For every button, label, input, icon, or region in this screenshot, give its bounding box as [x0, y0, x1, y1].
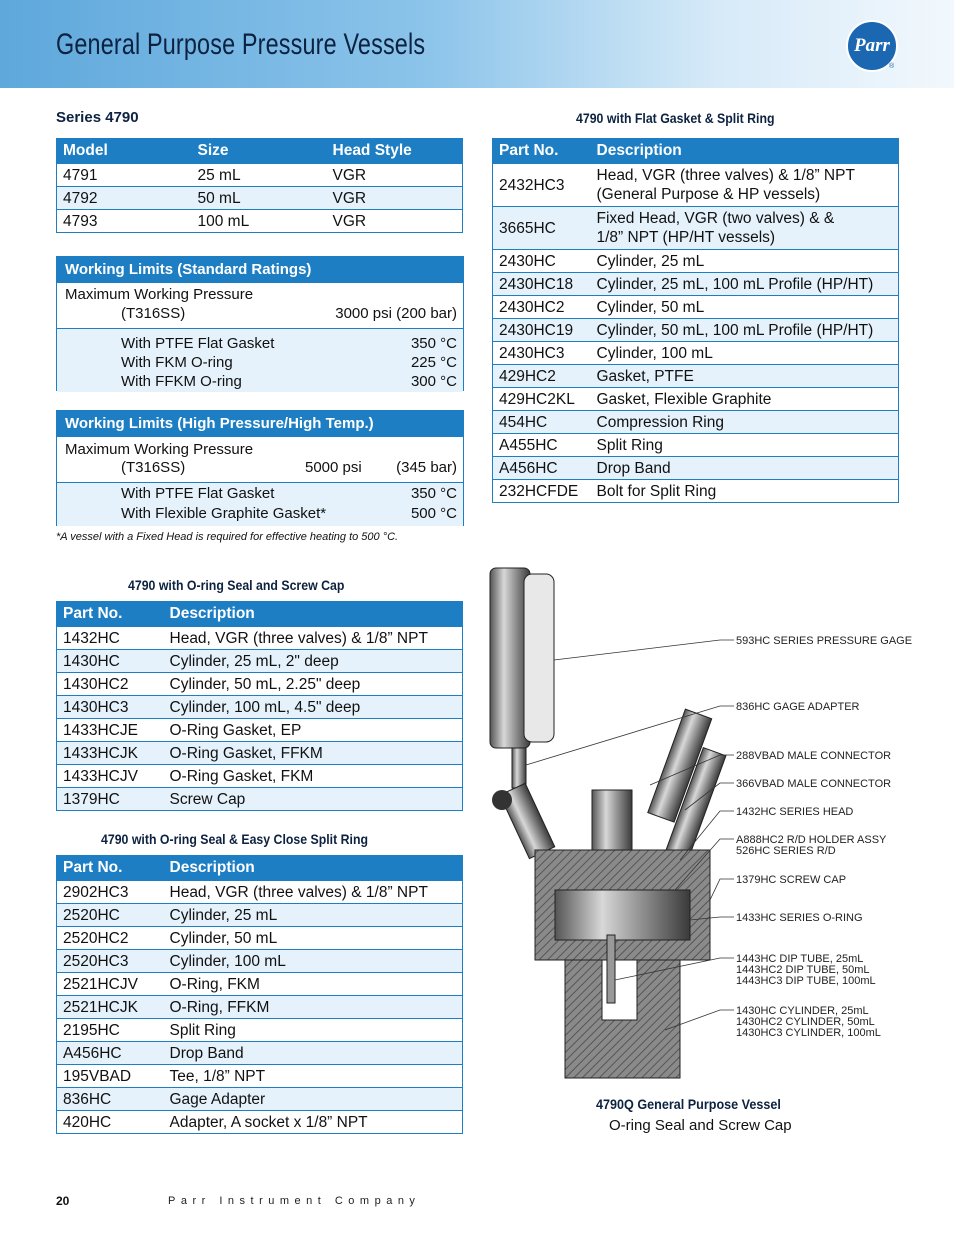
table-row: [57, 650, 463, 673]
col-header-part-no: Part No.: [493, 139, 591, 164]
part-label-line: 366VBAD MALE CONNECTOR: [736, 778, 892, 790]
size-cell: 25 mL: [192, 164, 327, 187]
description-cell: [591, 411, 899, 434]
limit-label: With FFKM O-ring: [121, 373, 242, 390]
logo-registered-mark: ®: [889, 63, 895, 70]
part-no-cell: 1433HCJV: [57, 765, 164, 788]
limit-value: 500 °C: [410, 505, 457, 522]
description-line: Cylinder, 50 mL, 100 mL Profile (HP/HT): [596, 321, 874, 339]
description-cell: [591, 164, 899, 207]
head-valve-icon: [592, 790, 632, 850]
table-row: [57, 164, 463, 187]
table-row: [57, 973, 463, 996]
leader-line: [710, 879, 734, 900]
table-row: [57, 696, 463, 719]
description-line: Cylinder, 25 mL, 100 mL Profile (HP/HT): [596, 275, 874, 293]
figure-subtitle: O-ring Seal and Screw Cap: [609, 1117, 792, 1134]
table-row: [57, 881, 463, 904]
part-no-cell: A456HC: [57, 1042, 164, 1065]
knob-icon: [492, 790, 512, 810]
pressure-psi: 5000 psi: [305, 459, 362, 476]
description-line: Head, VGR (three valves) & 1/8” NPT: [596, 167, 855, 184]
table-row: [57, 210, 463, 233]
table-row: [493, 434, 899, 457]
part-no-cell: 2430HC3: [493, 342, 591, 365]
part-label: [736, 635, 912, 647]
part-no-cell: 454HC: [493, 411, 591, 434]
head-icon: [555, 890, 690, 940]
part-no-cell: 1433HCJE: [57, 719, 164, 742]
limit-value: 350 °C: [410, 485, 457, 502]
part-label-line: 1379HC SCREW CAP: [736, 874, 847, 886]
oring-screw-title: 4790 with O-ring Seal and Screw Cap: [128, 577, 345, 593]
description-line: O-Ring Gasket, FFKM: [169, 744, 323, 762]
part-label-line: 836HC GAGE ADAPTER: [736, 701, 860, 713]
table-row: [57, 1065, 463, 1088]
head-style-cell: VGR: [327, 187, 463, 210]
description-line: Drop Band: [596, 459, 671, 477]
part-no-cell: 195VBAD: [57, 1065, 164, 1088]
description-cell: [164, 927, 463, 950]
col-header-description: Description: [164, 602, 463, 627]
part-label: [736, 750, 891, 762]
table-row: [493, 164, 899, 207]
part-label: [736, 1005, 881, 1039]
part-no-cell: 429HC2KL: [493, 388, 591, 411]
description-line: O-Ring, FKM: [169, 975, 260, 993]
series-title: Series 4790: [56, 109, 139, 126]
part-no-cell: 2520HC3: [57, 950, 164, 973]
description-cell: [164, 696, 463, 719]
part-no-cell: 429HC2: [493, 365, 591, 388]
description-line: Cylinder, 50 mL: [596, 298, 705, 316]
part-label: [736, 953, 876, 987]
description-line: Cylinder, 50 mL: [169, 929, 278, 947]
oring-split-title: 4790 with O-ring Seal & Easy Close Split Ring: [101, 831, 369, 847]
description-line: Screw Cap: [169, 790, 246, 808]
description-cell: [591, 480, 899, 503]
mwp-label: Maximum Working Pressure: [65, 286, 254, 303]
part-no-cell: A455HC: [493, 434, 591, 457]
part-no-cell: 2430HC: [493, 250, 591, 273]
table-row: [57, 1088, 463, 1111]
limit-label: With PTFE Flat Gasket: [121, 335, 275, 352]
part-label-line: 1430HC2 CYLINDER, 50mL: [736, 1016, 875, 1028]
col-header-part-no: Part No.: [57, 602, 164, 627]
description-line: Gasket, PTFE: [596, 367, 694, 385]
description-line: Cylinder, 100 mL: [596, 344, 713, 362]
table-row: [57, 996, 463, 1019]
part-label-line: 1433HC SERIES O-RING: [736, 912, 863, 924]
description-cell: [164, 1088, 463, 1111]
description-line: Head, VGR (three valves) & 1/8” NPT: [169, 629, 428, 647]
description-line: Drop Band: [169, 1044, 244, 1062]
table-row: [57, 1042, 463, 1065]
oring-screw-table: [56, 601, 463, 811]
gage-icon: [490, 568, 554, 748]
table-row: [493, 365, 899, 388]
working-limits-standard-title: Working Limits (Standard Ratings): [57, 257, 463, 283]
col-header-head-style: Head Style: [327, 139, 463, 164]
table-row: [493, 296, 899, 319]
description-cell: [591, 342, 899, 365]
part-label-line: 526HC SERIES R/D: [736, 845, 836, 857]
table-row: [493, 273, 899, 296]
description-cell: [591, 319, 899, 342]
description-cell: [164, 765, 463, 788]
description-line: Gage Adapter: [169, 1090, 266, 1108]
description-line: Cylinder, 50 mL, 2.25" deep: [169, 675, 361, 693]
flat-gasket-title: 4790 with Flat Gasket & Split Ring: [576, 110, 775, 126]
table-row: [57, 1019, 463, 1042]
description-cell: [164, 673, 463, 696]
description-line: 1/8” NPT (HP/HT vessels): [596, 229, 776, 246]
part-no-cell: 1433HCJK: [57, 742, 164, 765]
part-no-cell: 2520HC2: [57, 927, 164, 950]
footer-company: Parr Instrument Company: [168, 1195, 421, 1207]
description-cell: [164, 881, 463, 904]
part-no-cell: 2195HC: [57, 1019, 164, 1042]
footnote: *A vessel with a Fixed Head is required for effective heating to 500 °C.: [56, 531, 399, 543]
description-line: O-Ring, FFKM: [169, 998, 270, 1016]
table-row: [57, 765, 463, 788]
col-header-part-no: Part No.: [57, 856, 164, 881]
table-row: [493, 319, 899, 342]
description-cell: [591, 434, 899, 457]
description-line: Adapter, A socket x 1/8” NPT: [169, 1113, 368, 1131]
table-row: [493, 480, 899, 503]
description-line: Split Ring: [596, 436, 663, 454]
limit-label: With FKM O-ring: [121, 354, 233, 371]
description-cell: [164, 650, 463, 673]
description-line: Compression Ring: [596, 413, 724, 431]
part-no-cell: 2521HCJV: [57, 973, 164, 996]
model-cell: 4793: [57, 210, 192, 233]
limit-label: With Flexible Graphite Gasket*: [121, 505, 327, 522]
table-row: [57, 927, 463, 950]
description-cell: [164, 904, 463, 927]
part-label-line: 1430HC3 CYLINDER, 100mL: [736, 1027, 881, 1039]
part-no-cell: 836HC: [57, 1088, 164, 1111]
working-limits-high-pressure: [56, 410, 464, 526]
series-table: [56, 138, 463, 233]
part-no-cell: 2521HCJK: [57, 996, 164, 1019]
description-line: Split Ring: [169, 1021, 236, 1039]
part-no-cell: 1430HC: [57, 650, 164, 673]
head-style-cell: VGR: [327, 210, 463, 233]
table-row: [57, 742, 463, 765]
table-row: [493, 342, 899, 365]
part-no-cell: 1430HC2: [57, 673, 164, 696]
limit-value: 350 °C: [410, 335, 457, 352]
limit-value: 300 °C: [410, 373, 457, 390]
gage-adapter-icon: [512, 748, 526, 788]
part-label-line: 1430HC CYLINDER, 25mL: [736, 1005, 869, 1017]
part-label-line: 593HC SERIES PRESSURE GAGE: [736, 635, 913, 647]
part-label: [736, 912, 863, 924]
working-limits-standard: [56, 256, 464, 391]
part-label-line: 1443HC DIP TUBE, 25mL: [736, 953, 864, 965]
col-header-model: Model: [57, 139, 192, 164]
description-cell: [164, 996, 463, 1019]
description-line: Cylinder, 100 mL: [169, 952, 286, 970]
part-label: [736, 701, 860, 713]
size-cell: 50 mL: [192, 187, 327, 210]
description-line: Cylinder, 25 mL: [169, 906, 278, 924]
part-no-cell: 232HCFDE: [493, 480, 591, 503]
part-no-cell: A456HC: [493, 457, 591, 480]
model-cell: 4791: [57, 164, 192, 187]
model-cell: 4792: [57, 187, 192, 210]
description-line: Tee, 1/8” NPT: [169, 1067, 266, 1085]
description-cell: [164, 973, 463, 996]
description-cell: [164, 950, 463, 973]
material-label: (T316SS): [121, 459, 186, 476]
description-cell: [164, 627, 463, 650]
col-header-description: Description: [591, 139, 899, 164]
table-row: [493, 388, 899, 411]
part-no-cell: 2430HC19: [493, 319, 591, 342]
part-label-line: 1443HC3 DIP TUBE, 100mL: [736, 975, 876, 987]
part-labels: [736, 635, 912, 1039]
table-row: [57, 719, 463, 742]
part-no-cell: 1430HC3: [57, 696, 164, 719]
description-line: Cylinder, 100 mL, 4.5" deep: [169, 698, 361, 716]
pressure-value: 3000 psi (200 bar): [335, 305, 457, 322]
mwp-label: Maximum Working Pressure: [65, 441, 254, 458]
part-no-cell: 2520HC: [57, 904, 164, 927]
description-line: Cylinder, 25 mL: [596, 252, 705, 270]
description-line: Bolt for Split Ring: [596, 482, 717, 500]
part-no-cell: 3665HC: [493, 207, 591, 250]
description-cell: [164, 788, 463, 811]
description-cell: [164, 1065, 463, 1088]
table-row: [493, 457, 899, 480]
part-label: [736, 834, 887, 857]
working-limits-hp-title: Working Limits (High Pressure/High Temp.): [57, 411, 463, 437]
part-no-cell: 2902HC3: [57, 881, 164, 904]
description-line: O-Ring Gasket, EP: [169, 721, 302, 739]
part-label-line: 1432HC SERIES HEAD: [736, 806, 854, 818]
leader-line: [554, 640, 734, 660]
col-header-size: Size: [192, 139, 327, 164]
part-no-cell: 2430HC18: [493, 273, 591, 296]
description-cell: [591, 388, 899, 411]
table-row: [493, 250, 899, 273]
description-line: Cylinder, 25 mL, 2" deep: [169, 652, 339, 670]
size-cell: 100 mL: [192, 210, 327, 233]
description-cell: [591, 365, 899, 388]
table-row: [57, 950, 463, 973]
head-style-cell: VGR: [327, 164, 463, 187]
vessel-diagram: [480, 560, 920, 1090]
limit-value: 225 °C: [410, 354, 457, 371]
description-cell: [164, 1042, 463, 1065]
description-line: Gasket, Flexible Graphite: [596, 390, 772, 408]
col-header-description: Description: [164, 856, 463, 881]
description-cell: [591, 457, 899, 480]
part-label-line: 1443HC2 DIP TUBE, 50mL: [736, 964, 870, 976]
description-cell: [164, 1019, 463, 1042]
part-label-line: A888HC2 R/D HOLDER ASSY: [736, 834, 887, 846]
page-number: 20: [56, 1194, 70, 1208]
description-cell: [591, 207, 899, 250]
part-label: [736, 778, 891, 790]
flat-gasket-table: [492, 138, 899, 503]
description-cell: [591, 273, 899, 296]
table-row: [57, 1111, 463, 1134]
description-cell: [164, 719, 463, 742]
parr-logo: Parr: [846, 20, 898, 72]
description-line: Fixed Head, VGR (two valves) & &: [596, 210, 835, 227]
description-cell: [164, 742, 463, 765]
part-label: [736, 806, 853, 818]
description-cell: [591, 296, 899, 319]
table-row: [57, 187, 463, 210]
part-label-line: 288VBAD MALE CONNECTOR: [736, 750, 892, 762]
page-title: General Purpose Pressure Vessels: [56, 28, 426, 61]
description-cell: [164, 1111, 463, 1134]
figure-title: 4790Q General Purpose Vessel: [596, 1096, 781, 1112]
part-no-cell: 2432HC3: [493, 164, 591, 207]
table-row: [57, 627, 463, 650]
description-cell: [591, 250, 899, 273]
material-label: (T316SS): [121, 305, 186, 322]
dip-tube-icon: [607, 935, 615, 1003]
description-line: O-Ring Gasket, FKM: [169, 767, 314, 785]
part-no-cell: 1432HC: [57, 627, 164, 650]
part-no-cell: 1379HC: [57, 788, 164, 811]
table-row: [493, 411, 899, 434]
description-line: (General Purpose & HP vessels): [596, 186, 821, 203]
description-line: Head, VGR (three valves) & 1/8” NPT: [169, 883, 428, 901]
table-row: [493, 207, 899, 250]
table-row: [57, 904, 463, 927]
part-label: [736, 874, 846, 886]
table-row: [57, 788, 463, 811]
pressure-bar: (345 bar): [396, 459, 457, 476]
part-no-cell: 420HC: [57, 1111, 164, 1134]
part-no-cell: 2430HC2: [493, 296, 591, 319]
oring-split-table: [56, 855, 463, 1134]
table-row: [57, 673, 463, 696]
limit-label: With PTFE Flat Gasket: [121, 485, 275, 502]
